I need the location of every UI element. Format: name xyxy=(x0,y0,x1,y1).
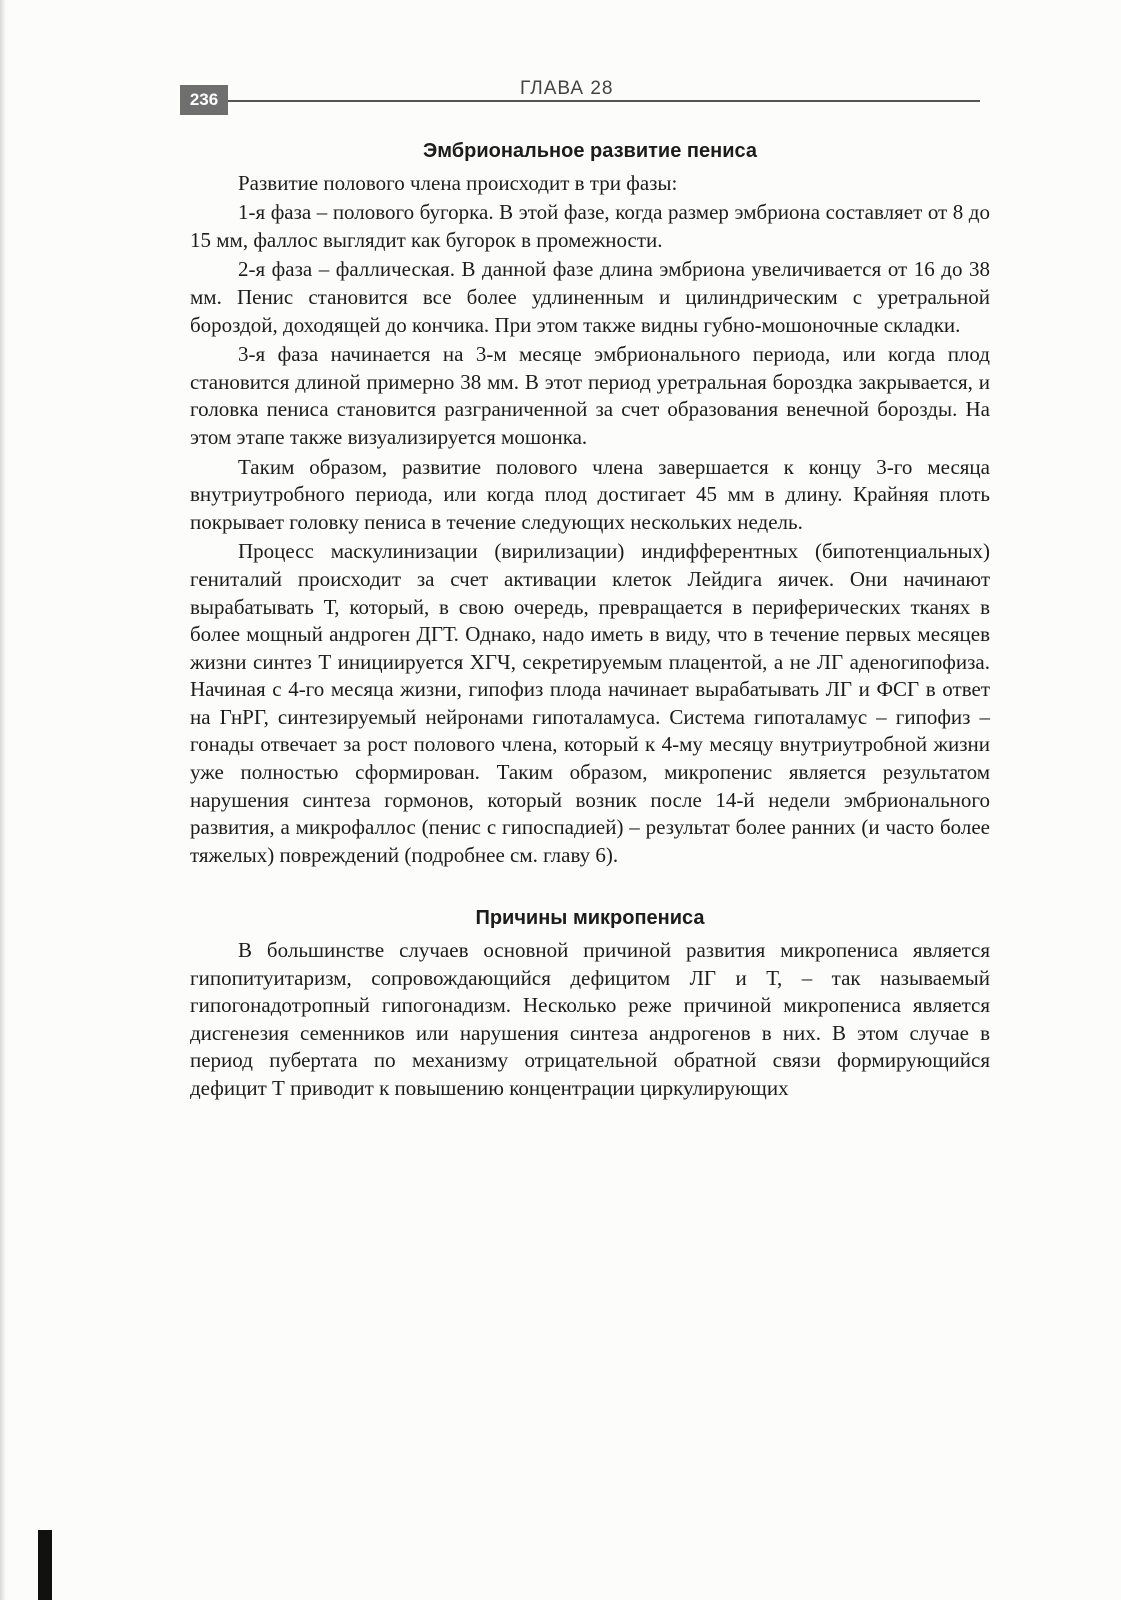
paragraph: Процесс маскулинизации (вирилизации) индифферентных (бипотенциальных) гениталий происходит за счет активации клеток Лейдига яичек. Они начинают вырабатывать Т, который, в свою очередь, превращается в периферических тканях в более мощный андроген ДГТ. Однако, надо иметь в виду, что в течение первых месяцев жизни синтез Т инициируется ХГЧ, секретируемым плацентой, а не ЛГ аденогипофиза. Начиная с 4-го месяца жизни, гипофиз плода начинает вырабатывать ЛГ и ФСГ в ответ на ГнРГ, синтезируемый нейронами гипоталамуса. Система гипоталамус – гипофиз – гонады отвечает за рост полового члена, который к 4-му месяцу внутриутробной жизни уже полностью сформирован. Таким образом, микропенис является результатом нарушения синтеза гормонов, который возник после 14-й недели эмбрионального развития, а микрофаллос (пенис с гипоспадией) – результат более ранних (и часто более тяжелых) повреждений (подробнее см. главу 6). xyxy=(190,539,990,867)
page-body xyxy=(190,130,990,1105)
paragraph: 3-я фаза начинается на 3-м месяце эмбрионального периода, или когда плод становится длиной примерно 38 мм. В этот период уретральная бороздка закрывается, и головка пениса становится разграниченной за счет образования венечной борозды. На этом этапе также визуализируется мошонка. xyxy=(190,342,990,449)
page-number: 236 xyxy=(180,85,228,115)
page-shadow xyxy=(0,0,6,1600)
paragraph: Развитие полового члена происходит в три фазы: xyxy=(238,170,678,195)
paragraph: 1-я фаза – полового бугорка. В этой фазе, когда размер эмбриона составляет от 8 до 15 мм, фаллос выглядит как бугорок в промежности. xyxy=(190,200,990,252)
section-heading-embryonic-development: Эмбриональное развитие пениса xyxy=(423,140,757,162)
paragraph: Таким образом, развитие полового члена завершается к концу 3-го месяца внутриутробного периода, или когда плод достигает 45 мм в длину. Крайняя плоть покрывает головку пениса в течение следующих нескольких недель. xyxy=(190,454,990,534)
book-spine-edge xyxy=(38,1530,52,1600)
header-rule xyxy=(228,100,980,102)
paragraph: В большинстве случаев основной причиной развития микропениса является гипопитуитаризм, сопровождающийся дефицитом ЛГ и Т, – так называемый гипогонадотропный гипогонадизм. Несколько реже причиной микропениса является дисгенезия семенников или нарушения синтеза андрогенов в них. В этом случае в период пубертата по механизму отрицательной обратной связи формирующийся дефицит Т приводит к повышению концентрации циркулирующих xyxy=(190,938,990,1100)
section-heading-causes: Причины микропениса xyxy=(475,907,705,930)
paragraph: 2-я фаза – фаллическая. В данной фазе длина эмбриона увеличивается от 16 до 38 мм. Пенис становится все более удлиненным и цилиндрическим с уретральной бороздой, доходящей до кончика. При этом также видны губно-мошоночные складки. xyxy=(190,257,990,337)
chapter-title: ГЛАВА 28 xyxy=(520,78,614,99)
